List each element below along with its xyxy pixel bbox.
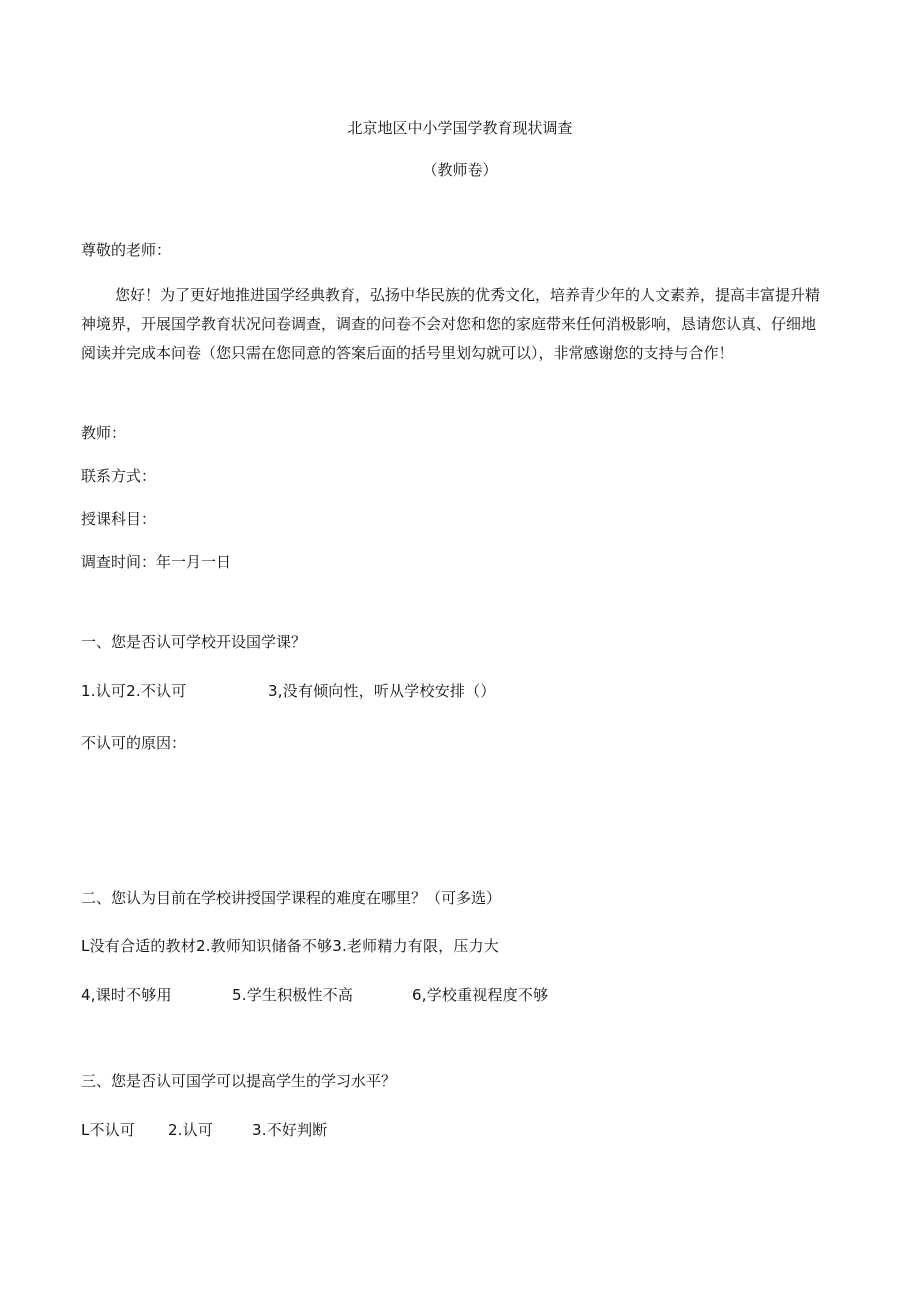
question-1-reason: 不认可的原因： — [81, 734, 187, 752]
question-2: 二、您认为目前在学校讲授国学课程的难度在哪里？（可多选） — [81, 889, 502, 907]
teacher-field: 教师： — [81, 424, 127, 442]
question-3-option-1: L不认可 — [81, 1121, 136, 1139]
document-title: 北京地区中小学国学教育现状调查 — [347, 119, 573, 137]
question-2-option-6: 6,学校重视程度不够 — [412, 986, 549, 1004]
question-2-option-5: 5.学生积极性不高 — [232, 986, 354, 1004]
contact-field: 联系方式： — [81, 467, 157, 485]
question-1-option-b: 3,没有倾向性，听从学校安排（） — [268, 682, 496, 700]
question-3-option-3: 3.不好判断 — [252, 1121, 328, 1139]
subject-field: 授课科目： — [81, 510, 157, 528]
question-3: 三、您是否认可国学可以提高学生的学习水平？ — [81, 1072, 397, 1090]
question-1: 一、您是否认可学校开设国学课？ — [81, 633, 307, 651]
document-subtitle: （教师卷） — [422, 161, 498, 179]
question-1-option-a: 1.认可2.不认可 — [81, 682, 187, 700]
question-2-option-4: 4,课时不够用 — [81, 986, 172, 1004]
intro-text: 您好！为了更好地推进国学经典教育，弘扬中华民族的优秀文化，培养青少年的人文素养，提高丰富提升精神境界，开展国学教育状况问卷调查，调查的问卷不会对您和您的家庭带来任何消极影响，恳请您认真、仔细地阅读并完成本问卷（您只需在您同意的答案后面的括号里划勾就可以），非常感谢您的支持与合作！ — [81, 286, 821, 362]
intro-paragraph — [81, 281, 829, 368]
question-2-options-line-1: L没有合适的教材2.教师知识储备不够3.老师精力有限，压力大 — [81, 937, 499, 955]
greeting: 尊敬的老师： — [81, 241, 172, 259]
date-field: 调查时间：年一月一日 — [81, 553, 232, 571]
question-3-option-2: 2.认可 — [168, 1121, 214, 1139]
